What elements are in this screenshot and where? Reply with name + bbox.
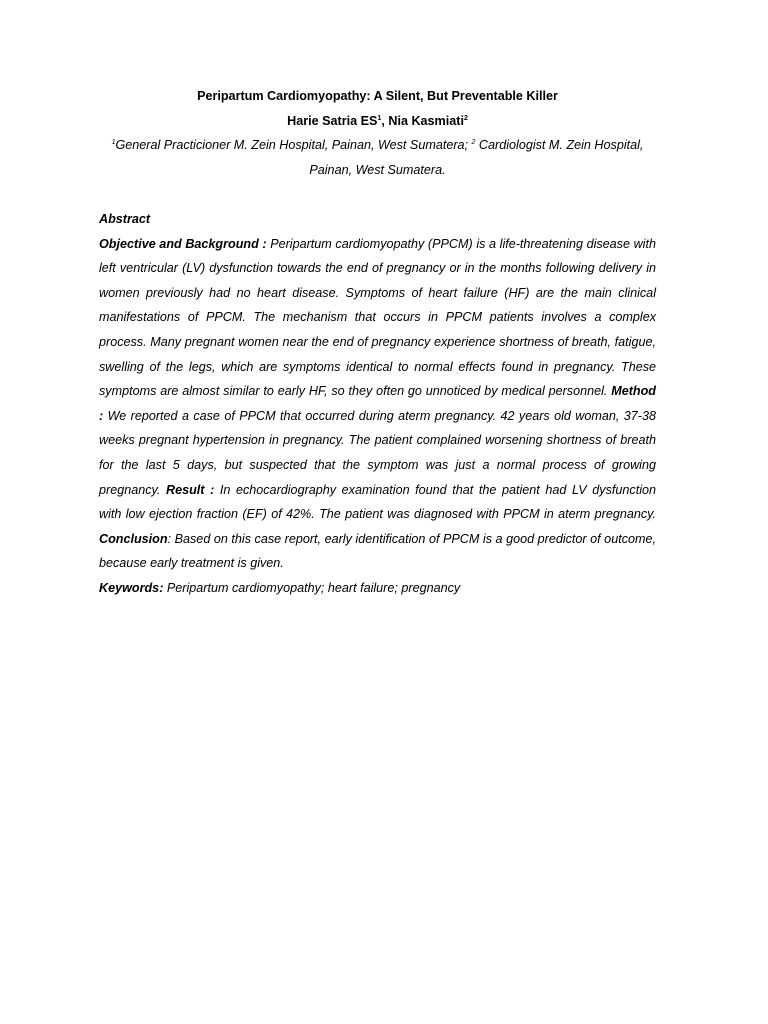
spacer [99,182,656,207]
author-separator: , [381,113,389,128]
method-text: We reported a case of PPCM that occurred during aterm pregnancy. 42 years old woman, 37-38 weeks pregnant hypertension in pregnancy. The patient complained worsening shortness of breath for the last 5 days, but suspected that the symptom was just a normal process of growing pregnancy. [99,408,656,497]
author-line [99,109,656,134]
author-superscript: 2 [463,114,468,122]
affiliations [90,133,665,182]
result-text: In echocardiography examination found that the patient had LV dysfunction with low ejection fraction (EF) of 42%. The patient was diagnosed with PPCM in aterm pregnancy. [99,482,656,522]
author-name: Nia Kasmiati [388,113,464,128]
affiliation-text: Cardiologist M. Zein Hospital, Painan, West Sumatera. [309,138,644,177]
affiliation-superscript: 2 [471,139,476,147]
author-name: Harie Satria ES [287,113,378,128]
conclusion-text: Based on this case report, early identification of PPCM is a good predictor of outcome, because early treatment is given. [99,531,656,571]
conclusion-label: Conclusion [99,531,168,546]
abstract-body [99,232,656,576]
paper-title: Peripartum Cardiomyopathy: A Silent, But Preventable Killer [197,89,558,103]
keywords-label: Keywords: [99,580,164,595]
keywords-line [99,576,656,601]
objective-label: Objective and Background : [99,236,267,251]
affiliation-text: General Practicioner M. Zein Hospital, Painan, West Sumatera; [115,138,472,153]
paper-content [99,84,656,600]
author-superscript: 1 [377,114,382,122]
conclusion-colon: : [167,531,172,546]
method-label: Method : [99,384,656,423]
keywords-text: Peripartum cardiomyopathy; heart failure; pregnancy [163,580,461,595]
abstract-heading: Abstract [99,211,151,226]
affiliation-superscript: 1 [111,139,116,147]
objective-text: Peripartum cardiomyopathy (PPCM) is a life-threatening disease with left ventricular (LV) dysfunction towards the end of pregnancy or in the months following delivery in women previously had no heart disease. Symptoms of heart failure (HF) are the main clinical manifestations of PPCM. The mechanism that occurs in PPCM patients involves a complex process. Many pregnant women near the end of pregnancy experience shortness of breath, fatigue, swelling of the legs, which are symptoms identical to normal effects found in pregnancy. These symptoms are almost similar to early HF, so they often go unnoticed by medical personnel. [99,236,656,399]
result-label: Result : [165,482,215,497]
